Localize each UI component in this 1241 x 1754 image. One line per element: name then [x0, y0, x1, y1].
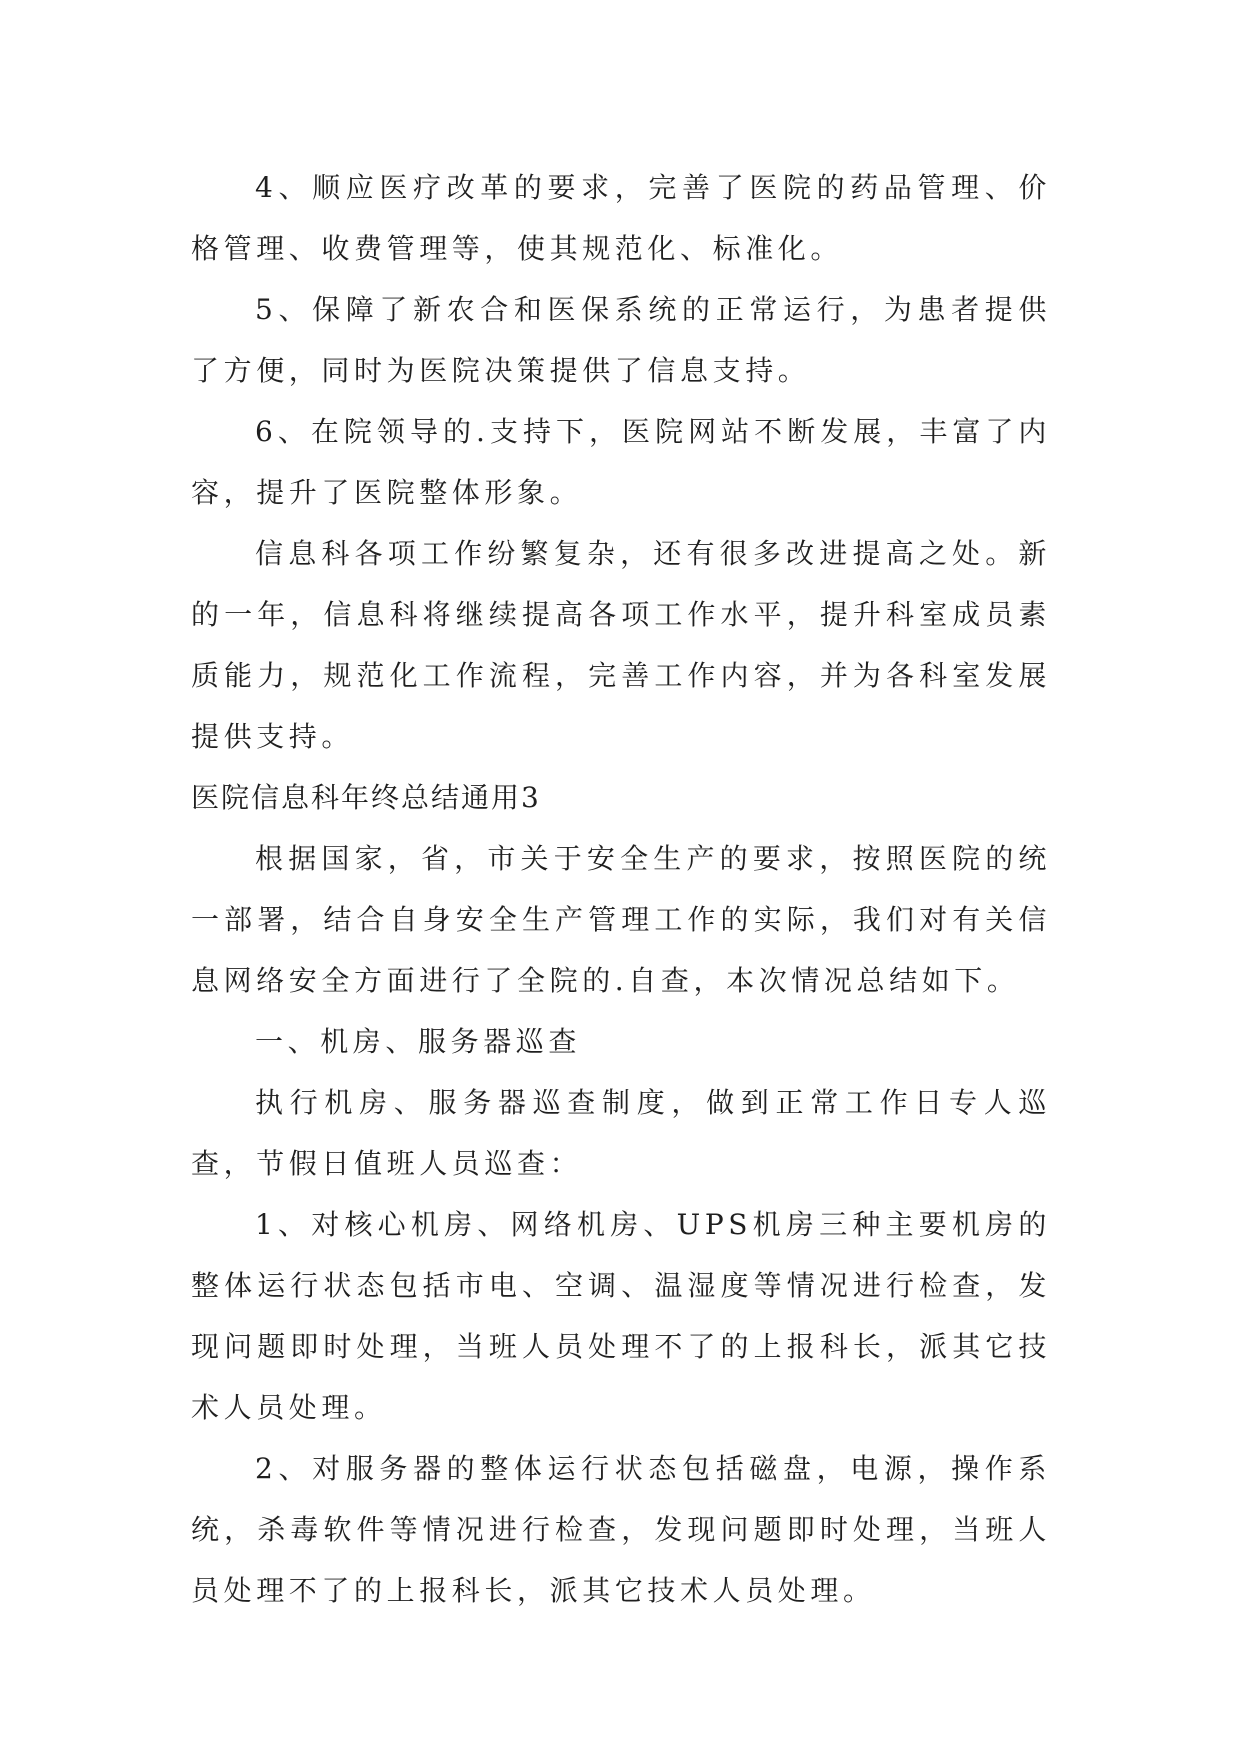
paragraph-item-4: 4、顺应医疗改革的要求，完善了医院的药品管理、价格管理、收费管理等，使其规范化、标准化。	[191, 171, 1051, 265]
paragraph-item-5: 5、保障了新农合和医保系统的正常运行，为患者提供了方便，同时为医院决策提供了信息支持。	[191, 293, 1051, 387]
paragraph-intro: 根据国家，省，市关于安全生产的要求，按照医院的统一部署，结合自身安全生产管理工作的实际，我们对有关信息网络安全方面进行了全院的.自查，本次情况总结如下。	[191, 842, 1051, 997]
section-heading: 医院信息科年终总结通用3	[191, 781, 541, 814]
paragraph-inspection-1: 1、对核心机房、网络机房、UPS机房三种主要机房的整体运行状态包括市电、空调、温湿度等情况进行检查，发现问题即时处理，当班人员处理不了的上报科长，派其它技术人员处理。	[191, 1208, 1051, 1424]
paragraph-item-6: 6、在院领导的.支持下，医院网站不断发展，丰富了内容，提升了医院整体形象。	[191, 415, 1051, 509]
subsection-heading: 一、机房、服务器巡查	[255, 1025, 582, 1058]
document-body	[191, 157, 1051, 1621]
paragraph-inspection-2: 2、对服务器的整体运行状态包括磁盘，电源，操作系统，杀毒软件等情况进行检查，发现问题即时处理，当班人员处理不了的上报科长，派其它技术人员处理。	[191, 1452, 1051, 1607]
paragraph-summary: 信息科各项工作纷繁复杂，还有很多改进提高之处。新的一年，信息科将继续提高各项工作水平，提升科室成员素质能力，规范化工作流程，完善工作内容，并为各科室发展提供支持。	[191, 537, 1051, 753]
paragraph-inspection-policy: 执行机房、服务器巡查制度，做到正常工作日专人巡查，节假日值班人员巡查：	[191, 1086, 1051, 1180]
